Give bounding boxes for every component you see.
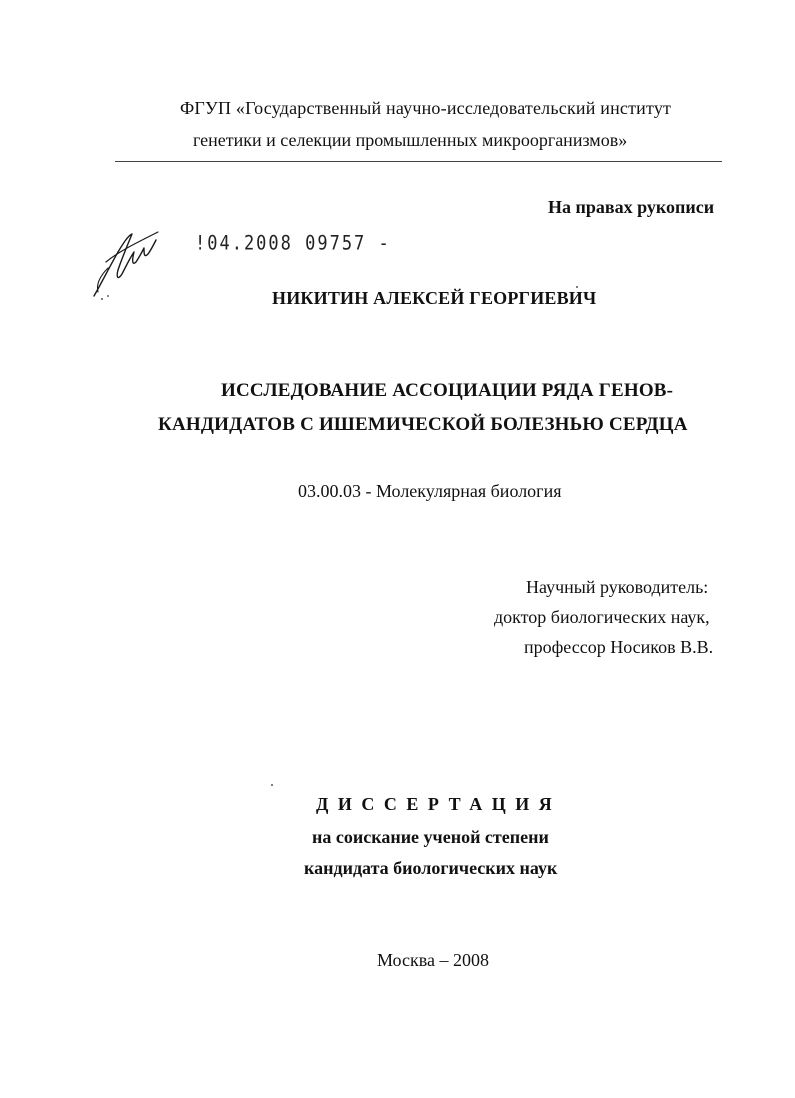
supervisor-label: Научный руководитель: [526, 577, 709, 597]
supervisor-name: профессор Носиков В.В. [524, 637, 714, 657]
author-name: НИКИТИН АЛЕКСЕЙ ГЕОРГИЕВИЧ [272, 288, 597, 308]
supervisor-degree: доктор биологических наук, [494, 607, 710, 627]
dissertation-title-line-2: КАНДИДАТОВ С ИШЕМИЧЕСКОЙ БОЛЕЗНЬЮ СЕРДЦА [158, 414, 688, 435]
specialty-code: 03.00.03 - Молекулярная биология [298, 481, 562, 501]
degree-purpose: на соискание ученой степени [312, 827, 549, 847]
document-type-heading: ДИССЕРТАЦИЯ [316, 794, 562, 814]
dissertation-title-line-1: ИССЛЕДОВАНИЕ АССОЦИАЦИИ РЯДА ГЕНОВ- [221, 380, 674, 401]
scan-speck [271, 784, 273, 786]
place-and-year: Москва – 2008 [377, 950, 489, 970]
rights-note: На правах рукописи [548, 197, 715, 217]
scan-speck [101, 298, 103, 300]
handwritten-signature [88, 222, 164, 302]
scan-speck [576, 286, 578, 288]
registration-stamp: !04.2008 09757 - [195, 232, 391, 255]
organization-line-1: ФГУП «Государственный научно-исследовательский институт [180, 98, 672, 118]
degree-name: кандидата биологических наук [304, 858, 558, 878]
organization-line-2: генетики и селекции промышленных микроорганизмов» [193, 130, 628, 150]
header-divider [115, 161, 722, 162]
